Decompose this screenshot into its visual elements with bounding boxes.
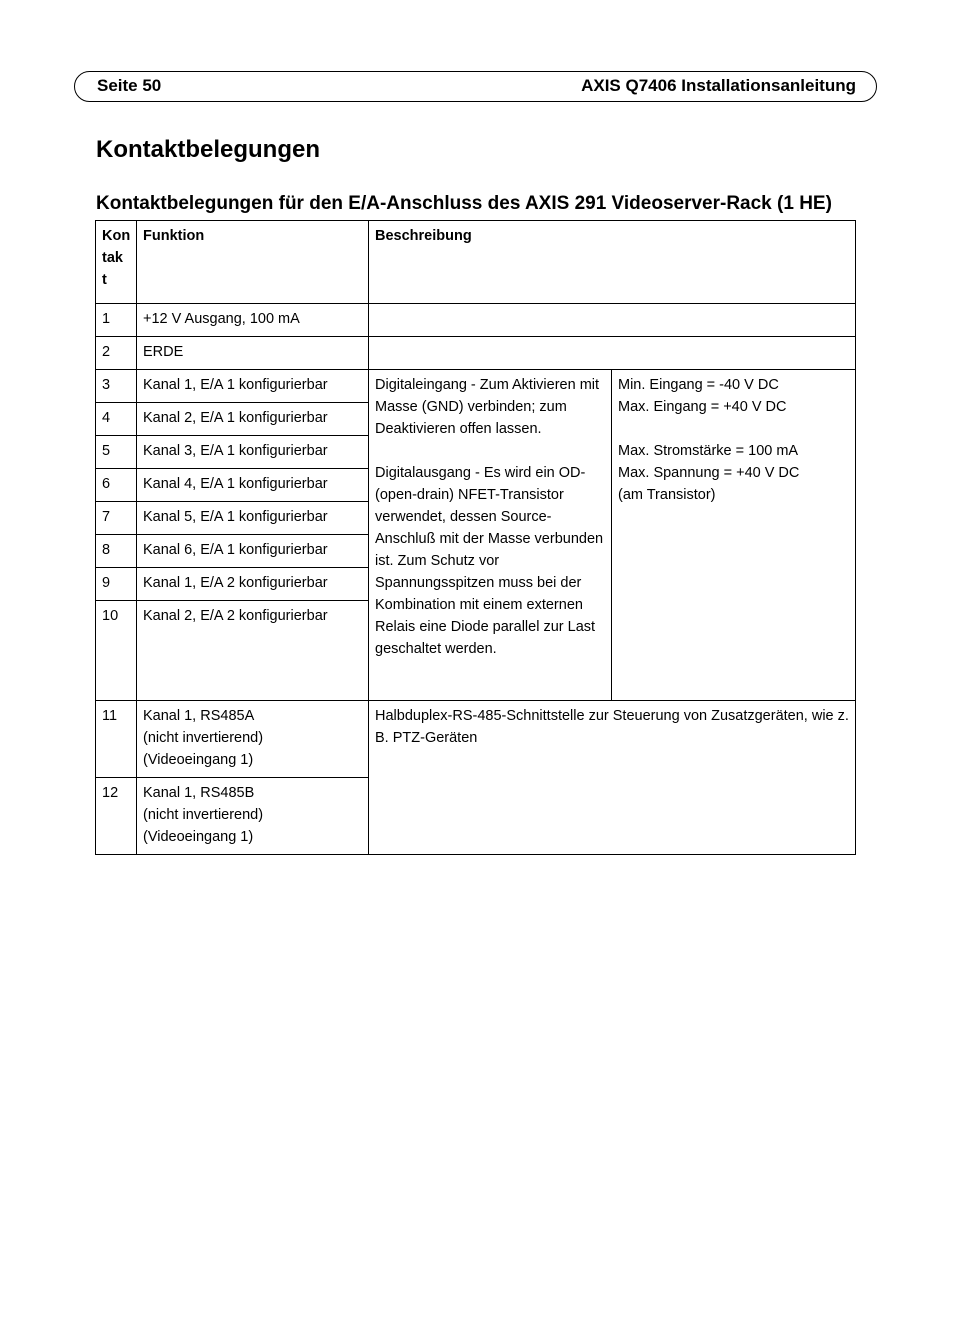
table-header-row (96, 221, 856, 304)
function-cell: Kanal 1, E/A 2 konfigurierbar (137, 568, 369, 601)
function-cell: ERDE (137, 337, 369, 370)
function-cell: Kanal 3, E/A 1 konfigurierbar (137, 436, 369, 469)
function-cell: Kanal 2, E/A 2 konfigurierbar (137, 601, 369, 701)
function-cell: Kanal 1, E/A 1 konfigurierbar (137, 370, 369, 403)
pin-cell: 2 (96, 337, 137, 370)
table-row (96, 701, 856, 778)
pin-cell: 1 (96, 304, 137, 337)
function-cell: Kanal 2, E/A 1 konfigurierbar (137, 403, 369, 436)
pin-cell: 10 (96, 601, 137, 701)
pin-cell: 4 (96, 403, 137, 436)
description-cell (369, 304, 856, 337)
function-cell: +12 V Ausgang, 100 mA (137, 304, 369, 337)
table-row (96, 304, 856, 337)
header-function: Funktion (137, 221, 369, 304)
pin-cell: 8 (96, 535, 137, 568)
function-cell: Kanal 5, E/A 1 konfigurierbar (137, 502, 369, 535)
page-header (74, 71, 877, 102)
pin-cell: 3 (96, 370, 137, 403)
io-description-cell (369, 370, 612, 701)
document-title: AXIS Q7406 Installationsanleitung (581, 76, 856, 95)
section-title: Kontaktbelegungen für den E/A-Anschluss des AXIS 291 Videoserver-Rack (1 HE) (96, 193, 832, 214)
digital-input-description: Digitaleingang - Zum Aktivieren mit Masse (GND) verbinden; zum Deaktivieren offen lassen. (375, 377, 600, 437)
pin-cell: 9 (96, 568, 137, 601)
description-cell (369, 337, 856, 370)
table-row (96, 337, 856, 370)
digital-output-description: Digitalausgang - Es wird ein OD-(open-drain) NFET-Transistor verwendet, dessen Source-Anschluß mit der Masse verbunden ist. Zum Schutz vor Spannungsspitzen muss bei der Kombination mit einem externen Relais eine Diode parallel zur Last geschaltet werden. (375, 465, 604, 657)
function-cell: Kanal 1, RS485A (nicht invertierend) (Videoeingang 1) (137, 701, 369, 778)
pin-cell: 6 (96, 469, 137, 502)
pin-cell: 11 (96, 701, 137, 778)
function-cell: Kanal 4, E/A 1 konfigurierbar (137, 469, 369, 502)
header-pin: Kon tak t (96, 221, 137, 304)
header-description: Beschreibung (369, 221, 856, 304)
page-title: Kontaktbelegungen (96, 136, 321, 163)
rs485-description-cell: Halbduplex-RS-485-Schnittstelle zur Steuerung von Zusatzgeräten, wie z. B. PTZ-Geräten (369, 701, 856, 855)
io-specs-cell (612, 370, 856, 701)
output-specs: Max. Stromstärke = 100 mA Max. Spannung = +40 V DC (am Transistor) (618, 443, 800, 503)
pin-cell: 7 (96, 502, 137, 535)
function-cell: Kanal 1, RS485B (nicht invertierend) (Videoeingang 1) (137, 778, 369, 855)
pin-cell: 5 (96, 436, 137, 469)
input-specs: Min. Eingang = -40 V DC Max. Eingang = +40 V DC (618, 377, 787, 415)
pin-cell: 12 (96, 778, 137, 855)
function-cell: Kanal 6, E/A 1 konfigurierbar (137, 535, 369, 568)
table-row (96, 370, 856, 403)
pin-assignment-table (95, 220, 856, 855)
page-number: Seite 50 (97, 76, 162, 95)
